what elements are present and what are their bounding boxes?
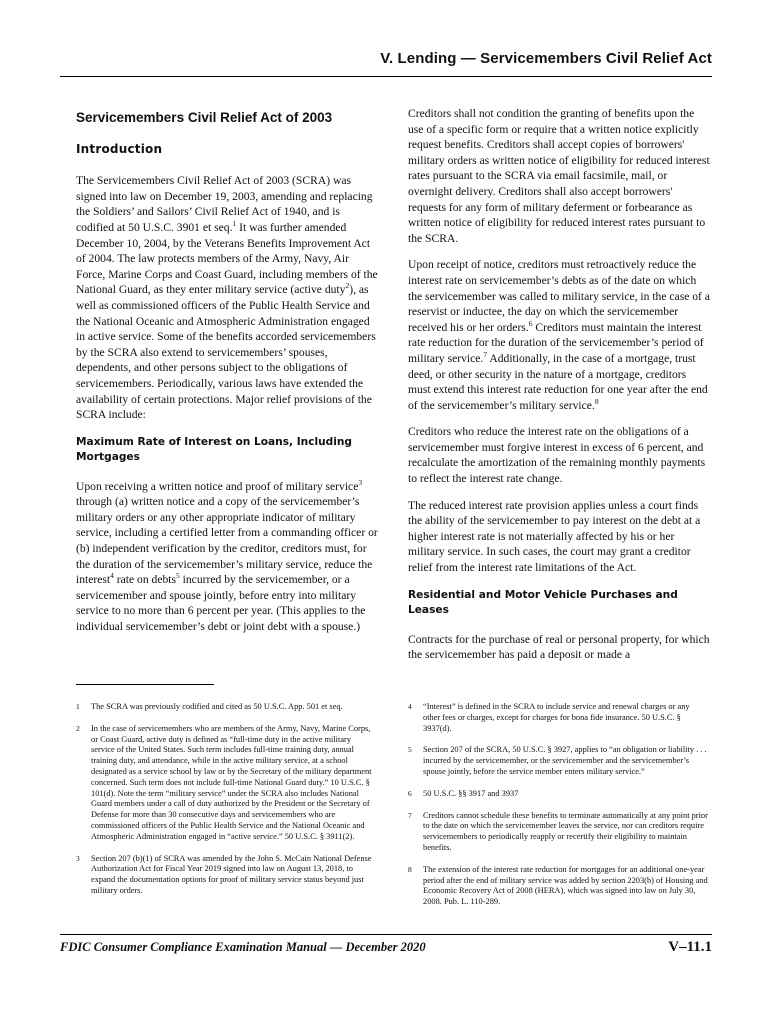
footnote-ref-7[interactable]: 7 bbox=[483, 350, 488, 360]
footnote: 3 Section 207 (b)(1) of SCRA was amended by the John S. McCain National Defense Authorization Act for Fiscal Year 2019 signed into law on August 13, 2018, to expand the documentation options for proof of military service status beyond just military orders. bbox=[76, 853, 372, 895]
retroactive-paragraph: Upon receipt of notice, creditors must retroactively reduce the interest rate on servicemember’s debts as of the date on which the servicemember was called to military service, in the case of a reservist or inductee, the day on which the servicemember received his or her orders.$^6$ Creditors must maintain the interest rate reduction for the duration of the servicemember’s period of military service.$^7$ Additionally, in the case of a mortgage, trust deed, or other security in the nature of a mortgage, creditors must extend this interest rate reduction for one year after the end of the servicemember’s military service.$^8$ bbox=[408, 258, 710, 412]
footnotes-right bbox=[408, 702, 708, 919]
footnote: 7 Creditors cannot schedule these benefits to terminate automatically at any point prior to the date on which the servicemember leaves the service, nor can creditors require servicemembers to periodically reapply or recertify their eligibility to maintain benefits. bbox=[408, 810, 708, 852]
contracts-paragraph: Contracts for the purchase of real or personal property, for which the servicemember has paid a deposit or made a bbox=[408, 632, 710, 662]
residential-heading: Residential and Motor Vehicle Purchases and Leases bbox=[408, 588, 678, 616]
footnote: 1 The SCRA was previously codified and cited as 50 U.S.C. App. 501 et seq. bbox=[76, 702, 343, 711]
footnote-ref-4[interactable]: 4 bbox=[110, 571, 114, 581]
footnote: 8 The extension of the interest rate reduction for mortgages for an additional one-year period after the end of military service was added by section 2203(b) of Housing and Economic Recovery Act of 2008 (HERA), which was signed into law on July 30, 2008. Pub. L. 110-289. bbox=[408, 864, 708, 907]
intro-paragraph: The Servicemembers Civil Relief Act of 2003 (SCRA) was signed into law on December 19, 2003, amending and replacing the Soldiers’ and Sailors’ Civil Relief Act of 1940, and is codified at 50 U.S.C. 3901 et seq.$^1$ It was further amended December 10, 2004, by the Veterans Benefits Improvement Act of 2004. The law protects members of the Army, Navy, Air Force, Marine Corps and Coast Guard, including members of the National Guard, as they enter military service (active duty$^2$), as well as commissioned officers of the Public Health Service and the National Oceanic and Atmospheric Administration engaged in active service. Some of the benefits accorded servicemembers by the SCRA also extend to servicemembers’ spouses, dependents, and other persons subject to the obligations of servicemembers. Periodically, various laws have extended the availability of certain protections. Major relief provisions of the SCRA include: bbox=[76, 174, 378, 422]
interest-rate-paragraph: Upon receiving a written notice and proof of military service$^3$ through (a) written notice and a copy of the servicemember’s military orders or any other appropriate indicator of military service, including a certified letter from a commanding officer or (b) independent verification by the creditor, creditors must, for the duration of the servicemember’s military service, reduce the interest$^4$ rate on debts$^5$ incurred by the servicemember, or a servicemember and spouse jointly, before entry into military service to no more than 6 percent per year. (This applies to the individual servicemember’s debt or joint debt with a spouse.) bbox=[76, 477, 378, 634]
footnotes-left bbox=[76, 702, 376, 908]
footnote: 6 50 U.S.C. §§ 3917 and 3937 bbox=[408, 788, 519, 798]
left-column bbox=[76, 106, 379, 646]
interest-rate-heading: Maximum Rate of Interest on Loans, Including Mortgages bbox=[76, 435, 353, 463]
manual-title: FDIC Consumer Compliance Examination Manual — December 2020 bbox=[60, 940, 426, 954]
creditors-notice-paragraph: Creditors shall not condition the granting of benefits upon the use of a specific form or require that a written notice explicitly request benefits. Creditors shall accept copies of borrowers' military orders as written notice of eligibility for reduced interest rates pursuant to the SCRA via email facsimile, mail, or overnight delivery. Creditors shall also accept borrowers' requests for any form of military deferment or forbearance as written notice of eligibility for reduced interest rates pursuant to the SCRA. bbox=[408, 107, 710, 245]
footnote: 2 In the case of servicemembers who are members of the Army, Navy, Marine Corps, or Coast Guard, active duty is defined as “full-time duty in the active military service of the United States. Such term includes full-time training duty, annual training duty, and attendance, while in the active military service, at a school designated as a service school by law or by the Secretary of the military department concerned. Such term does not include full-time National Guard duty.” 10 U.S.C. § 101(d). Note the term “military service” under the SCRA also includes National Guard members under a call of duty authorized by the President or the Secretary of Defense for more than 30 consecutive days and servicemembers who are commissioned officers of the Public Health Service and the National Oceanic and Atmospheric Administration engaged in “active service.” 50 U.S.C. § 3911(2). bbox=[76, 723, 372, 841]
footnote-ref-8[interactable]: 8 bbox=[594, 396, 599, 406]
page-number: V–11.1 bbox=[668, 939, 712, 955]
footnote-ref-3[interactable]: 3 bbox=[358, 477, 363, 487]
court-relief-paragraph: The reduced interest rate provision applies unless a court finds the ability of the servicemember to pay interest on the debt at a higher interest rate is not materially affected by his or her military service. In such cases, the court may grant a creditor relief from the interest rate limitations of the Act. bbox=[408, 498, 701, 575]
footnote-ref-1[interactable]: 1 bbox=[232, 219, 237, 229]
footnote-ref-6[interactable]: 6 bbox=[528, 318, 533, 328]
header-title: V. Lending — Servicemembers Civil Relief Act bbox=[380, 50, 712, 67]
footnote: 4 “Interest” is defined in the SCRA to include service and renewal charges or any other fees or charges, except for charges for bona fide insurance. 50 U.S.C. § 3937(d). bbox=[408, 702, 690, 733]
footnote: 5 Section 207 of the SCRA, 50 U.S.C. § 3927, applies to “an obligation or liability . . . incurred by the servicemember, or the servicemember and the servicemember’s spouse jointly, before the service member enters military service.” bbox=[408, 745, 707, 776]
page-header bbox=[60, 50, 712, 77]
right-column bbox=[408, 106, 711, 674]
intro-heading: Introduction bbox=[76, 141, 163, 156]
footnote-ref-2[interactable]: 2 bbox=[345, 281, 350, 291]
footnote-divider bbox=[76, 684, 214, 685]
section-title: Servicemembers Civil Relief Act of 2003 bbox=[76, 110, 333, 125]
footnote-ref-5[interactable]: 5 bbox=[176, 571, 180, 581]
page-footer bbox=[60, 934, 712, 956]
forgive-interest-paragraph: Creditors who reduce the interest rate on the obligations of a servicemember must forgive interest in excess of 6 percent, and recalculate the amortization of the remaining monthly payments to reflect the interest rate change. bbox=[408, 425, 706, 486]
